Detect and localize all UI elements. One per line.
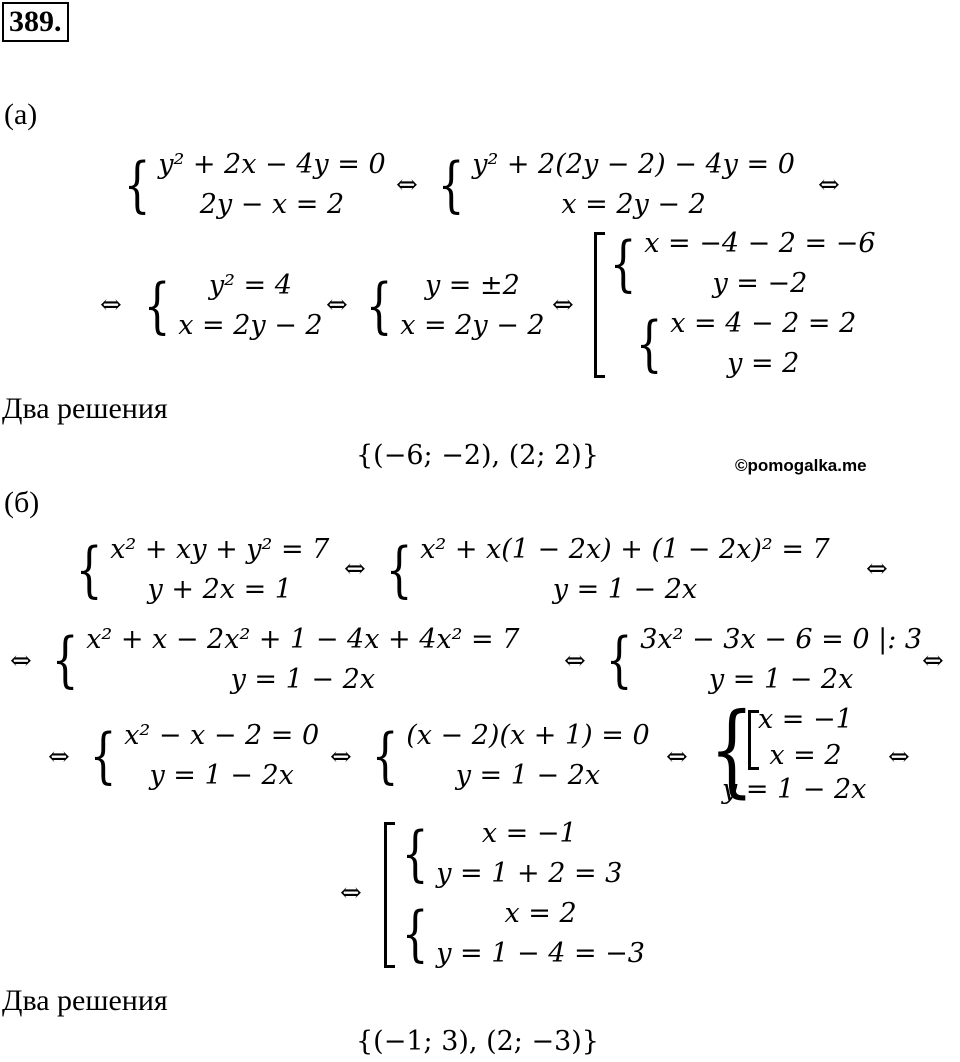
- equation: x² + x(1 − 2x) + (1 − 2x)² = 7: [420, 534, 830, 565]
- equation: (x − 2)(x + 1) = 0: [406, 720, 650, 751]
- brace-icon: {: [635, 309, 663, 379]
- part-a-answer: {(−6; −2), (2; 2)}: [356, 440, 599, 471]
- equation: x = 2y − 2: [400, 310, 545, 341]
- equation: x² − x − 2 = 0: [124, 720, 320, 751]
- equation: x² + xy + y² = 7: [110, 534, 330, 565]
- equation: y = 2: [727, 348, 800, 379]
- part-b-label: (б): [4, 486, 40, 519]
- part-a-conclusion: Два решения: [2, 392, 168, 425]
- part-b-system-2: [380, 530, 830, 610]
- brace-icon: {: [89, 721, 117, 791]
- equation: x = 2y − 2: [561, 189, 706, 220]
- equation: x² + x − 2x² + 1 − 4x + 4x² = 7: [86, 624, 520, 655]
- equivalence-arrow: ⇔: [866, 554, 888, 584]
- equation: y = 1 − 2x: [149, 760, 294, 791]
- equation: x = −1: [481, 818, 577, 849]
- equation: y = 1 − 4 = −3: [436, 938, 645, 969]
- equation: x = 2y − 2: [178, 310, 323, 341]
- equation: y² + 2(2y − 2) − 4y = 0: [472, 149, 795, 180]
- problem-number: 389.: [2, 2, 69, 42]
- equivalence-arrow: ⇔: [922, 646, 944, 676]
- equation: y² = 4: [208, 270, 292, 301]
- brace-icon: {: [605, 625, 633, 695]
- part-b-system-4: [600, 620, 922, 700]
- brace-icon: {: [709, 691, 755, 808]
- brace-icon: {: [123, 150, 151, 220]
- part-a-system-3: [138, 266, 323, 346]
- part-b-system-5: [84, 716, 319, 796]
- part-b-system-1: [70, 530, 329, 610]
- watermark: ©pomogalka.me: [735, 456, 867, 475]
- equivalence-arrow: ⇔: [340, 878, 362, 908]
- brace-icon: {: [401, 899, 429, 969]
- equivalence-arrow: ⇔: [818, 170, 840, 200]
- part-a-system-4: [360, 266, 545, 346]
- equivalence-arrow: ⇔: [100, 290, 122, 320]
- brace-icon: {: [437, 150, 465, 220]
- equivalence-arrow: ⇔: [552, 290, 574, 320]
- brace-icon: {: [401, 819, 429, 889]
- equivalence-arrow: ⇔: [666, 742, 688, 772]
- equation: y = 1 − 2x: [708, 664, 854, 695]
- equivalence-arrow: ⇔: [344, 554, 366, 584]
- part-a-case-1: [604, 224, 876, 304]
- part-b-case-2: [396, 894, 645, 974]
- equation: x = 2: [504, 898, 577, 929]
- equation: x = 2: [769, 740, 842, 771]
- equation: x = 4 − 2 = 2: [670, 308, 857, 339]
- brace-icon: {: [371, 721, 399, 791]
- equivalence-arrow: ⇔: [10, 646, 32, 676]
- equation: y² + 2x − 4y = 0: [158, 149, 386, 180]
- brace-icon: {: [609, 229, 637, 299]
- part-a-system-2: [432, 145, 795, 225]
- equation: x = −4 − 2 = −6: [644, 228, 876, 259]
- part-b-conclusion: Два решения: [2, 984, 168, 1017]
- brace-icon: {: [143, 271, 171, 341]
- equation: y = ±2: [424, 270, 520, 301]
- equation: y = 1 − 2x: [722, 774, 867, 805]
- equivalence-arrow: ⇔: [330, 742, 352, 772]
- part-b-system-7-options: [758, 702, 853, 774]
- part-a-case-2: [630, 304, 856, 384]
- equation: y = −2: [712, 268, 808, 299]
- equation: y + 2x = 1: [147, 574, 292, 605]
- equation: y = 1 + 2 = 3: [436, 858, 623, 889]
- part-b-case-1: [396, 814, 622, 894]
- equation: y = 1 − 2x: [552, 574, 698, 605]
- equation: 3x² − 3x − 6 = 0 |: 3: [640, 624, 923, 655]
- part-b-system-6: [366, 716, 650, 796]
- brace-icon: {: [51, 625, 79, 695]
- part-b-answer: {(−1; 3), (2; −3)}: [356, 1026, 599, 1057]
- brace-icon: {: [385, 535, 413, 605]
- equation: y = 1 − 2x: [230, 664, 376, 695]
- part-b-system-3: [46, 620, 519, 700]
- brace-icon: {: [75, 535, 103, 605]
- equivalence-arrow: ⇔: [564, 646, 586, 676]
- part-a-label: (а): [4, 98, 38, 131]
- equivalence-arrow: ⇔: [396, 170, 418, 200]
- equivalence-arrow: ⇔: [888, 742, 910, 772]
- equivalence-arrow: ⇔: [326, 290, 348, 320]
- solution-set-bracket: [384, 822, 395, 968]
- equation: x = −1: [758, 704, 853, 735]
- equation: y = 1 − 2x: [455, 760, 601, 791]
- part-a-system-1: [118, 145, 386, 225]
- equation: 2y − x = 2: [199, 189, 345, 220]
- equivalence-arrow: ⇔: [48, 742, 70, 772]
- brace-icon: {: [365, 271, 393, 341]
